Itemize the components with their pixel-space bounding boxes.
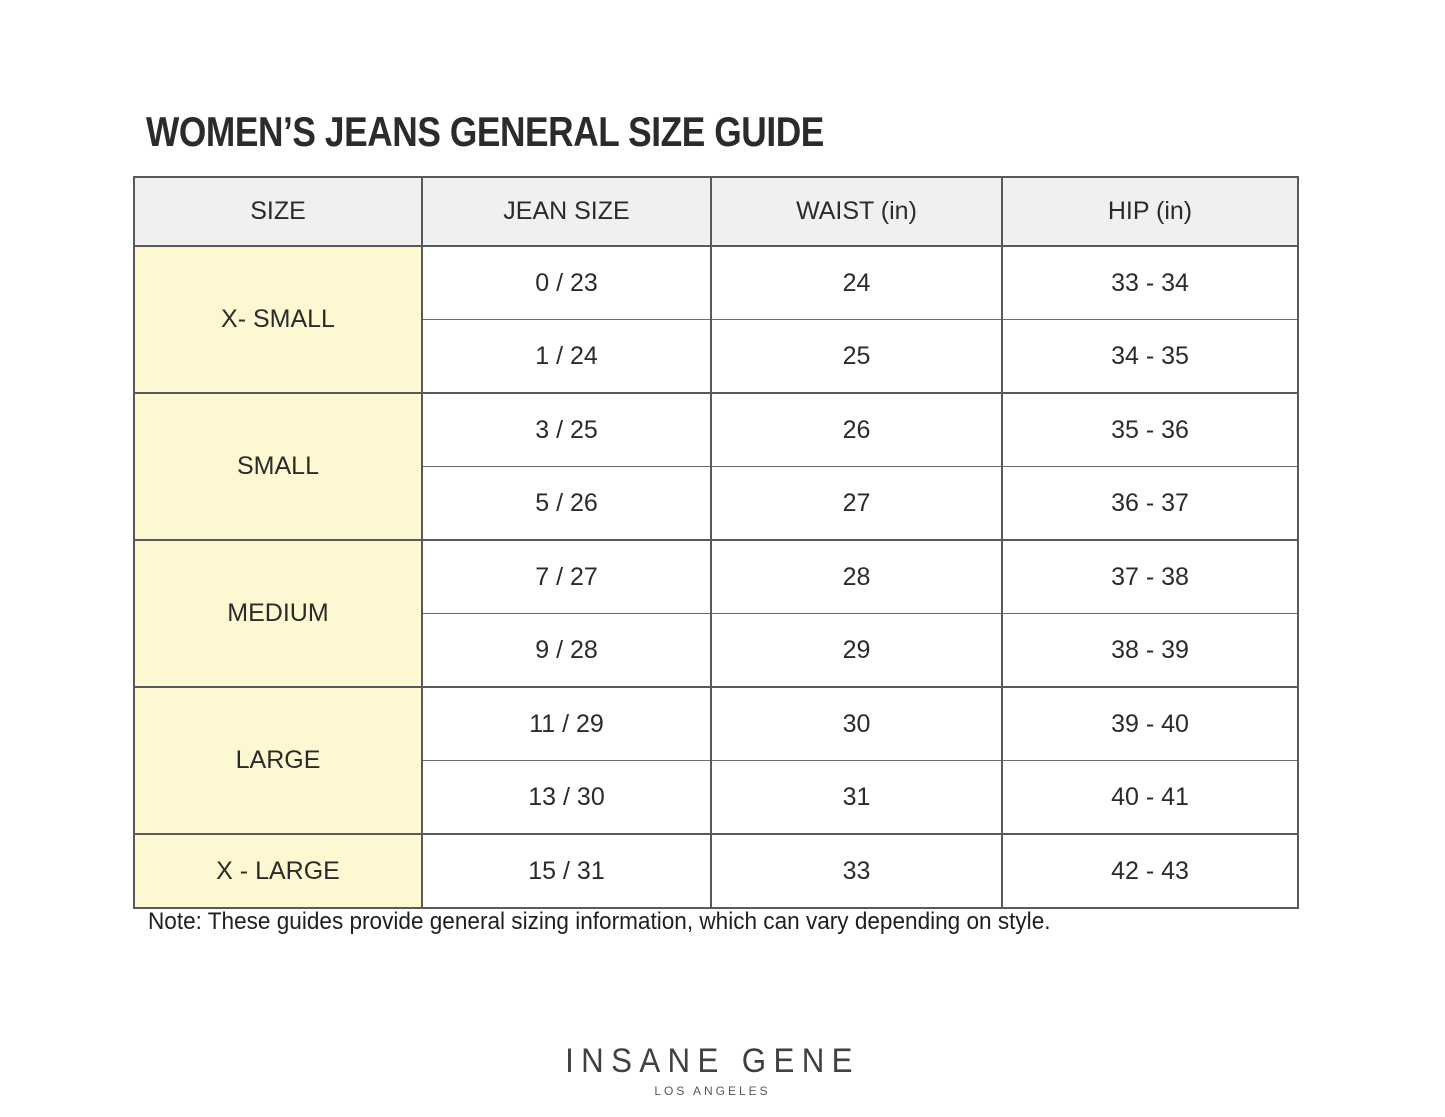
hip-cell: 39 - 40 xyxy=(1002,687,1298,761)
hip-cell: 34 - 35 xyxy=(1002,320,1298,394)
size-group-cell-xsmall: X- SMALL xyxy=(134,246,422,393)
hip-cell: 33 - 34 xyxy=(1002,246,1298,320)
page-title: WOMEN’S JEANS GENERAL SIZE GUIDE xyxy=(146,108,824,155)
column-header-size: SIZE xyxy=(134,177,422,246)
table-row xyxy=(134,834,1298,908)
jean-size-cell: 5 / 26 xyxy=(422,467,711,541)
hip-cell: 36 - 37 xyxy=(1002,467,1298,541)
waist-cell: 33 xyxy=(711,834,1002,908)
brand-logo xyxy=(0,1042,1425,1098)
table-row xyxy=(134,246,1298,320)
waist-cell: 30 xyxy=(711,687,1002,761)
hip-cell: 37 - 38 xyxy=(1002,540,1298,614)
hip-cell: 35 - 36 xyxy=(1002,393,1298,467)
jean-size-cell: 13 / 30 xyxy=(422,761,711,835)
jean-size-cell: 1 / 24 xyxy=(422,320,711,394)
waist-cell: 31 xyxy=(711,761,1002,835)
hip-cell: 38 - 39 xyxy=(1002,614,1298,688)
jean-size-cell: 7 / 27 xyxy=(422,540,711,614)
jean-size-cell: 3 / 25 xyxy=(422,393,711,467)
waist-cell: 26 xyxy=(711,393,1002,467)
hip-cell: 42 - 43 xyxy=(1002,834,1298,908)
column-header-waist: WAIST (in) xyxy=(711,177,1002,246)
brand-name: INSANE GENE xyxy=(565,1042,860,1080)
size-guide-table xyxy=(133,176,1299,909)
jean-size-cell: 15 / 31 xyxy=(422,834,711,908)
waist-cell: 24 xyxy=(711,246,1002,320)
size-group-cell-large: LARGE xyxy=(134,687,422,834)
column-header-hip: HIP (in) xyxy=(1002,177,1298,246)
table-header-row xyxy=(134,177,1298,246)
table-row xyxy=(134,540,1298,614)
size-group-cell-small: SMALL xyxy=(134,393,422,540)
waist-cell: 27 xyxy=(711,467,1002,541)
jean-size-cell: 11 / 29 xyxy=(422,687,711,761)
brand-location: LOS ANGELES xyxy=(654,1084,771,1098)
waist-cell: 29 xyxy=(711,614,1002,688)
table-row xyxy=(134,393,1298,467)
note-text: Note: These guides provide general sizing information, which can vary depending on style. xyxy=(148,908,1051,935)
size-group-cell-medium: MEDIUM xyxy=(134,540,422,687)
column-header-jean-size: JEAN SIZE xyxy=(422,177,711,246)
hip-cell: 40 - 41 xyxy=(1002,761,1298,835)
waist-cell: 28 xyxy=(711,540,1002,614)
table-row xyxy=(134,687,1298,761)
waist-cell: 25 xyxy=(711,320,1002,394)
size-group-cell-xlarge: X - LARGE xyxy=(134,834,422,908)
jean-size-cell: 0 / 23 xyxy=(422,246,711,320)
jean-size-cell: 9 / 28 xyxy=(422,614,711,688)
